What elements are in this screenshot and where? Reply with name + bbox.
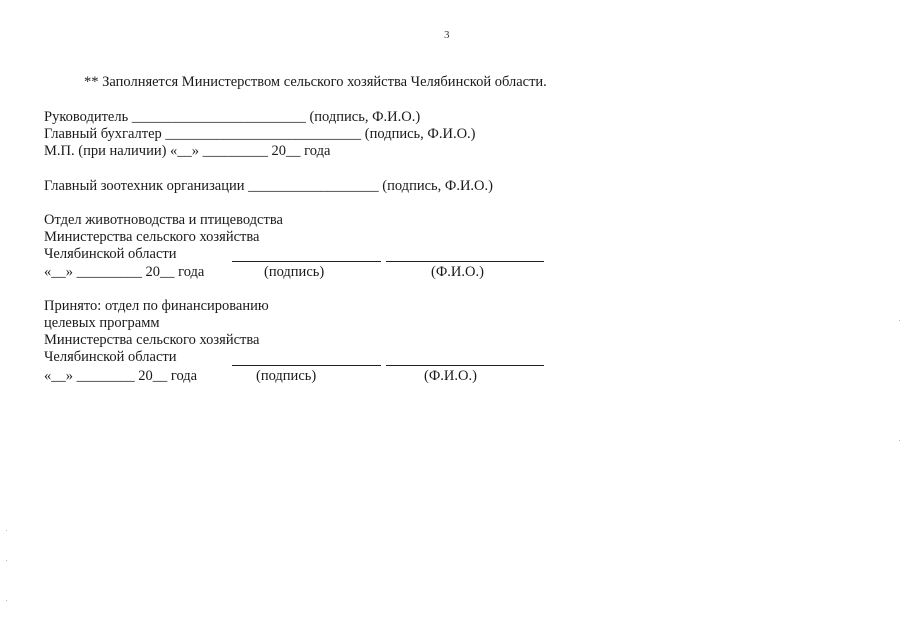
dept-livestock-fio-label: (Ф.И.О.): [431, 264, 484, 280]
dept-livestock-signature-blank: [232, 261, 381, 262]
dept-finance-line4: Челябинской области: [44, 349, 177, 365]
dept-livestock-line2: Министерства сельского хозяйства: [44, 229, 260, 245]
head-signature-line: Руководитель ________________________ (подпись, Ф.И.О.): [44, 109, 421, 125]
footnote: ** Заполняется Министерством сельского хозяйства Челябинской области.: [84, 74, 547, 90]
scan-speck: [6, 530, 7, 531]
scan-speck: [899, 320, 900, 321]
dept-finance-line2: целевых программ: [44, 315, 160, 331]
zootechnician-signature-line: Главный зоотехник организации __________________ (подпись, Ф.И.О.): [44, 178, 493, 194]
dept-livestock-line1: Отдел животноводства и птицеводства: [44, 212, 283, 228]
accountant-signature-line: Главный бухгалтер ___________________________ (подпись, Ф.И.О.): [44, 126, 476, 142]
dept-finance-line3: Министерства сельского хозяйства: [44, 332, 260, 348]
dept-finance-fio-label: (Ф.И.О.): [424, 368, 477, 384]
seal-date-line: М.П. (при наличии) «__» _________ 20__ года: [44, 143, 331, 159]
scan-speck: [899, 440, 900, 441]
dept-finance-date: «__» ________ 20__ года: [44, 368, 198, 384]
page-number: 3: [444, 29, 450, 41]
dept-livestock-sign-label: (подпись): [264, 264, 325, 280]
scan-speck: [6, 600, 7, 601]
dept-livestock-line3: Челябинской области: [44, 246, 177, 262]
dept-finance-fio-blank: [386, 365, 544, 366]
dept-finance-signature-blank: [232, 365, 381, 366]
dept-livestock-fio-blank: [386, 261, 544, 262]
dept-finance-sign-label: (подпись): [256, 368, 317, 384]
dept-livestock-date: «__» _________ 20__ года: [44, 264, 205, 280]
scan-speck: [6, 560, 7, 561]
dept-finance-line1: Принято: отдел по финансированию: [44, 298, 269, 314]
